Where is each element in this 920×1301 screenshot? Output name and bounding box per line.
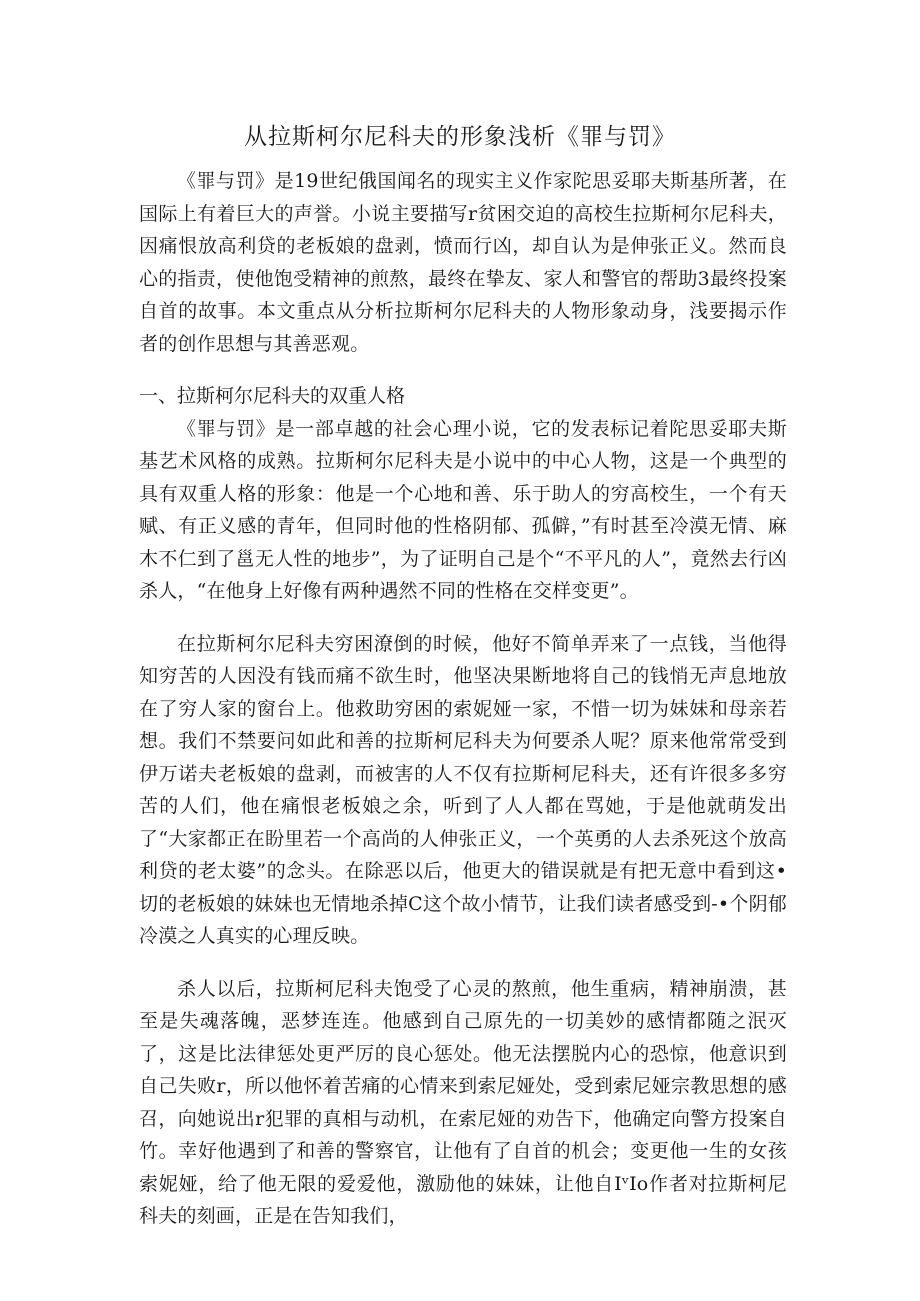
section-heading: 一、拉斯柯尔尼科夫的双重人格 [139, 385, 406, 407]
section-paragraph-1: 《罪与罚》是一部卓越的社会心理小说，它的发表标记着陀思妥耶夫斯基艺术风格的成熟。拉斯柯尔尼科夫是小说中的中心人物，这是一个典型的具有双重人格的形象：他是一个心地和善、乐于助人的穷高校生，一个有天赋、有正义感的青年，但同时他的性格阴郁、孤僻，”有时甚至冷漠无情、麻木不仁到了邕无人性的地步”，为了证明自己是个“不平凡的人”，竟然去行凶杀人，“在他身上好像有两种遇然不同的性格在交样变更”。 [139, 417, 787, 602]
document-body [139, 165, 787, 1233]
intro-paragraph: 《罪与罚》是19世纪俄国闻名的现实主义作家陀思妥耶夫斯基所著，在国际上有着巨大的声誉。小说主要描写r贫困交迫的高校生拉斯柯尔尼科夫，因痛恨放高利贷的老板娘的盘剥，愤而行凶，却自认为是伸张正义。然而良心的指责，使他饱受精神的煎熬，最终在挚友、家人和警官的帮助3最终投案自首的故事。本文重点从分析拉斯柯尔尼科夫的人物形象动身，浅要揭示作者的创作思想与其善恶观。 [139, 170, 787, 355]
section-paragraph-2: 在拉斯柯尔尼科夫穷困潦倒的时候，他好不简单弄来了一点钱，当他得知穷苦的人因没有钱而痛不欲生时，他坚决果断地将自己的钱悄无声息地放在了穷人家的窗台上。他救助穷困的索妮娅一家，不惜一切为妹妹和母亲若想。我们不禁要问如此和善的拉斯柯尼科夫为何要杀人呢？原来他常常受到伊万诺夫老板娘的盘剥，而被害的人不仅有拉斯柯尼科夫，还有许很多多穷苦的人们，他在痛恨老板娘之余，听到了人人都在骂她，于是他就萌发出了“大家都正在盼里若一个高尚的人伸张正义，一个英勇的人去杀死这个放高利贷的老太婆”的念头。在除恶以后，他更大的错误就是有把无意中看到这•切的老板娘的妹妹也无情地杀掉C这个故小情节，让我们读者感受到-•个阴郁冷漠之人真实的心理反映。 [139, 632, 787, 947]
section-paragraph-3: 杀人以后，拉斯柯尼科夫饱受了心灵的熬煎，他生重病，精神崩溃，甚至是失魂落魄，恶梦连连。他感到自己原先的一切美妙的感情都随之泯灭了，这是比法律惩处更严厉的良心惩处。他无法摆脱内心的恐惊，他意识到自己失败r，所以他怀着苦痛的心情来到索尼娅处，受到索尼娅宗教思想的感召，向她说出r犯罪的真相与动机，在索尼娅的劝告下，他确定向警方投案自竹。幸好他遇到了和善的警察官，让他有了自首的机会；变更他一生的女孩索妮娅，给了他无限的爱爱他，激励他的妹妹，让他自IᵛIo作者对拉斯柯尼科夫的刻画，正是在告知我们， [139, 977, 787, 1227]
document-title: 从拉斯柯尔尼科夫的形象浅析《罪与罚》 [244, 124, 676, 150]
